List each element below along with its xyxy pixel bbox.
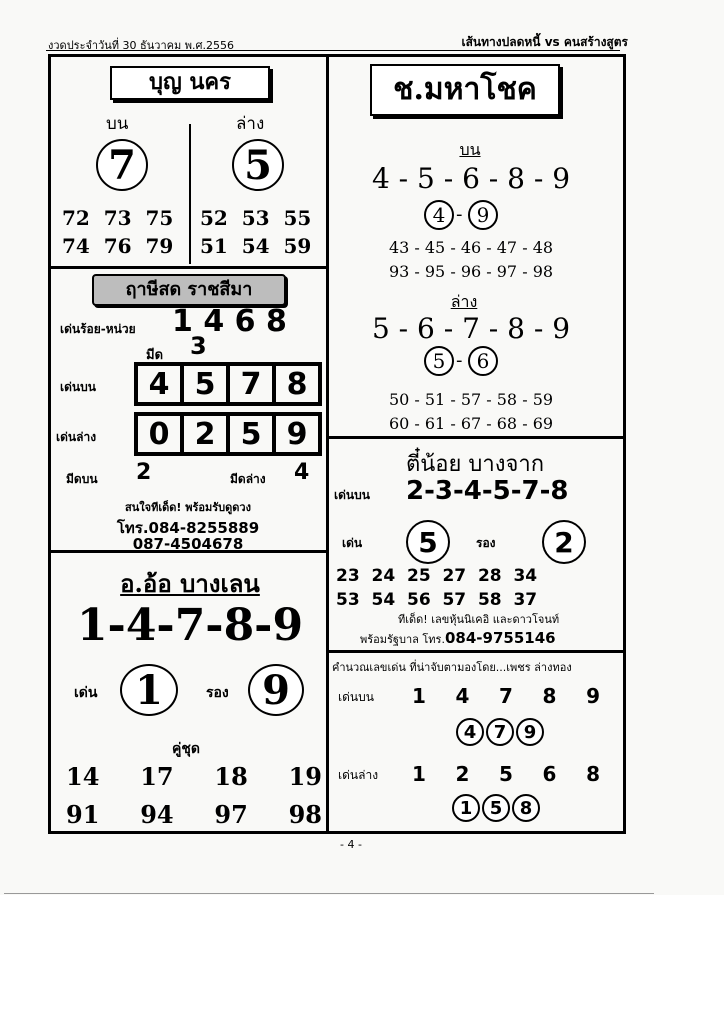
calc-bottom-label: เด่นล่าง: [338, 768, 379, 782]
or-pair: 94: [140, 800, 174, 829]
ruesi-bottom-cell: 0: [136, 414, 182, 454]
chor-top-circle: 4: [424, 200, 454, 230]
ruesi-mid-digit: 3: [190, 332, 207, 360]
or-pair: 91: [66, 800, 100, 829]
ruesi-bottom-cell: 9: [274, 414, 320, 454]
boon-top-label: บน: [106, 114, 129, 134]
ruesi-top-cell: 5: [182, 364, 228, 404]
calc-bottom-digit: 6: [542, 762, 557, 786]
tinoi-lead-digit: 5: [406, 520, 450, 564]
calc-top-digit: 9: [586, 684, 600, 708]
calc-top-circle: 7: [486, 718, 514, 746]
calc-top-circle: 4: [456, 718, 484, 746]
header-rule: [46, 50, 620, 51]
ruesi-mid-bottom-label: มีดล่าง: [230, 472, 266, 486]
or-lead-digit: 1: [120, 664, 178, 716]
ruesi-bottom-cell: 5: [228, 414, 274, 454]
tinoi-row-2: 53 54 56 57 58 37: [336, 590, 538, 610]
calc-bottom-digit: 1: [412, 762, 426, 786]
boon-title: บุญ นคร: [110, 66, 270, 100]
boon-bottom-label: ล่าง: [236, 114, 265, 134]
calc-bottom-digit: 8: [586, 762, 600, 786]
calc-top-digits: [412, 684, 600, 708]
calc-bottom-circle: 8: [512, 794, 540, 822]
calc-bottom-digit: 5: [499, 762, 513, 786]
or-pair: 17: [140, 762, 174, 791]
or-pair: 19: [288, 762, 322, 791]
tinoi-note: ทีเด็ด! เลขหุ้นนิเคอิ และดาวโจนท์: [398, 613, 560, 626]
scan-edge: [4, 893, 654, 894]
boon-top-digit: 7: [96, 139, 148, 191]
or-row-1: [66, 762, 322, 791]
ruesi-top-label: เด่นบน: [60, 380, 96, 394]
or-second-digit: 9: [248, 664, 304, 716]
tinoi-title: ตี๋น้อย บางจาก: [405, 452, 545, 477]
ruesi-promo: สนใจทีเด็ด! พร้อมรับดูดวง: [125, 501, 251, 514]
header-date: งวดประจำวันที่ 30 ธันวาคม พ.ศ.2556: [48, 39, 234, 52]
boon-bottom-digit: 5: [232, 139, 284, 191]
tinoi-phone: 084-9755146: [444, 629, 556, 647]
column-divider: [326, 54, 329, 834]
chor-top-circle: 9: [468, 200, 498, 230]
calc-title: คำนวณเลขเด่น ที่น่าจับตามองโดย...เพชร ล่างทอง: [332, 661, 572, 674]
ruesi-mid-top-digit: 2: [136, 460, 152, 485]
tinoi-phone-line: [360, 628, 556, 648]
ruesi-run-digits: 1 4 6 8: [172, 304, 287, 339]
ruesi-top-grid: [134, 362, 322, 406]
chor-bottom-row-1: 50 - 51 - 57 - 58 - 59: [388, 390, 554, 409]
or-pair: 97: [214, 800, 248, 829]
or-row-2: [66, 800, 322, 829]
scan-margin: [0, 895, 724, 1024]
ruesi-run-label: เด่นร้อย-หน่วย: [60, 322, 136, 336]
boon-right-row-2: 51 54 59: [200, 234, 312, 258]
ruesi-title: ฤาษีสด ราชสีมา: [92, 274, 286, 306]
chor-top-dash: -: [456, 204, 463, 225]
ruesi-mid-bottom-digit: 4: [294, 460, 310, 485]
ruesi-top-cell: 7: [228, 364, 274, 404]
calc-bottom-circle: 1: [452, 794, 480, 822]
ruesi-phone-2: 087-4504678: [132, 535, 244, 553]
divider-right-1: [326, 436, 626, 439]
chor-bottom-row-2: 60 - 61 - 67 - 68 - 69: [388, 414, 554, 433]
or-lead-label: เด่น: [74, 685, 98, 701]
tinoi-top-label: เด่นบน: [334, 488, 370, 502]
or-pair: 98: [288, 800, 322, 829]
divider-right-2: [326, 650, 626, 653]
or-pair: 18: [214, 762, 248, 791]
ruesi-bottom-grid: [134, 412, 322, 456]
chor-bottom-dash: -: [456, 350, 463, 371]
tinoi-top-main: 2-3-4-5-7-8: [406, 476, 569, 506]
page-number: - 4 -: [340, 838, 362, 851]
chor-top-main: 4 - 5 - 6 - 8 - 9: [371, 162, 571, 195]
chor-bottom-circle: 6: [468, 346, 498, 376]
calc-top-digit: 7: [499, 684, 513, 708]
or-main: 1-4-7-8-9: [76, 600, 304, 651]
ruesi-phone-1: โทร.084-8255889: [116, 519, 260, 537]
or-title: อ.อ้อ บางเลน: [120, 569, 260, 598]
tinoi-second-digit: 2: [542, 520, 586, 564]
chor-title: ช.มหาโชค: [370, 64, 560, 116]
or-second-label: รอง: [206, 685, 229, 701]
boon-left-row-2: 74 76 79: [62, 234, 174, 258]
calc-bottom-circle: 5: [482, 794, 510, 822]
chor-bottom-circle: 5: [424, 346, 454, 376]
ruesi-mid-label: มีด: [146, 348, 164, 363]
calc-bottom-digit: 2: [455, 762, 470, 786]
ruesi-top-cell: 4: [136, 364, 182, 404]
chor-bottom-label: ล่าง: [450, 292, 478, 311]
calc-top-digit: 4: [455, 684, 470, 708]
boon-split-line: [189, 124, 191, 264]
ruesi-mid-top-label: มีดบน: [66, 472, 98, 486]
tinoi-lead-label: เด่น: [342, 536, 363, 550]
calc-bottom-digits: [412, 762, 600, 786]
divider-left-1: [48, 266, 328, 269]
ruesi-top-cell: 8: [274, 364, 320, 404]
chor-top-label: บน: [459, 140, 481, 159]
header-title: เส้นทางปลดหนี้ vs คนสร้างสูตร: [461, 35, 628, 49]
boon-left-row-1: 72 73 75: [62, 206, 174, 230]
calc-top-label: เด่นบน: [338, 690, 374, 704]
boon-right-row-1: 52 53 55: [200, 206, 312, 230]
tinoi-phone-prefix: พร้อมรัฐบาล โทร.: [360, 633, 445, 646]
or-pair: 14: [66, 762, 100, 791]
ruesi-bottom-cell: 2: [182, 414, 228, 454]
chor-top-row-1: 43 - 45 - 46 - 47 - 48: [388, 238, 554, 257]
chor-top-row-2: 93 - 95 - 96 - 97 - 98: [388, 262, 554, 281]
chor-bottom-main: 5 - 6 - 7 - 8 - 9: [371, 312, 571, 345]
calc-top-digit: 1: [412, 684, 426, 708]
tinoi-second-label: รอง: [476, 536, 496, 550]
or-pairs-label: คู่ชุด: [172, 741, 200, 757]
tinoi-row-1: 23 24 25 27 28 34: [336, 566, 538, 586]
ruesi-bottom-label: เด่นล่าง: [56, 430, 97, 444]
calc-top-digit: 8: [542, 684, 557, 708]
calc-top-circle: 9: [516, 718, 544, 746]
